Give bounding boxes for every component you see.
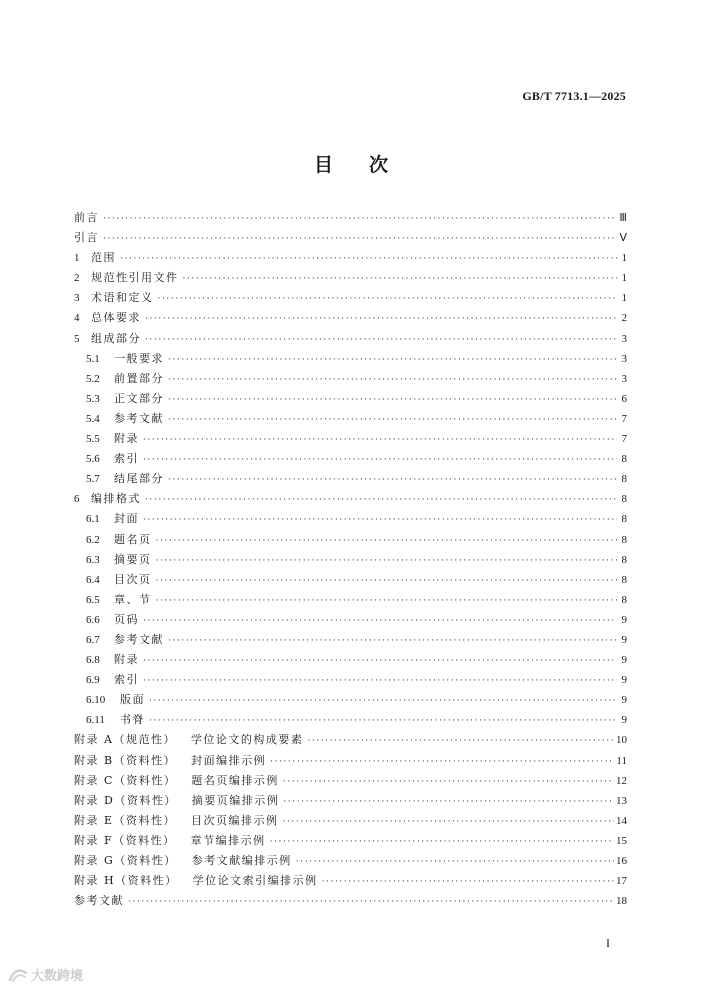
toc-entry[interactable]: [74, 369, 627, 389]
toc-entry-page: 15: [616, 834, 627, 847]
toc-dot-leader: [183, 268, 618, 288]
toc-dot-leader: [283, 791, 614, 811]
toc-entry-page: 1: [621, 272, 627, 285]
table-of-contents: [74, 208, 627, 911]
toc-entry[interactable]: [74, 751, 627, 771]
toc-entry-page: 7: [621, 433, 627, 446]
toc-entry-label: 附录 D（资料性） 摘要页编排示例: [74, 793, 280, 807]
toc-entry-label: 索引: [114, 452, 139, 466]
toc-entry-number: 5: [74, 332, 80, 345]
toc-entry-number: 6.4: [86, 573, 100, 586]
toc-entry[interactable]: [74, 610, 627, 630]
toc-dot-leader: [158, 288, 618, 308]
toc-entry-label: 附录: [114, 653, 139, 667]
toc-dot-leader: [143, 509, 617, 529]
toc-entry-label: 术语和定义: [91, 291, 154, 305]
toc-entry[interactable]: [74, 349, 627, 369]
toc-entry-page: 8: [621, 533, 627, 546]
toc-entry-page: 11: [616, 754, 627, 767]
toc-entry-page: 3: [621, 352, 627, 365]
toc-entry-label: 书脊: [120, 713, 145, 727]
toc-dot-leader: [120, 248, 617, 268]
toc-entry[interactable]: [74, 670, 627, 690]
toc-entry-label: 附录 G（资料性） 参考文献编排示例: [74, 854, 292, 867]
toc-entry-page: 9: [621, 714, 627, 727]
toc-dot-leader: [156, 550, 618, 570]
page-title: 目次: [313, 154, 424, 176]
toc-dot-leader: [168, 409, 617, 429]
toc-entry-page: 9: [621, 674, 627, 687]
toc-entry-number: 3: [74, 292, 80, 305]
toc-dot-leader: [145, 329, 617, 349]
toc-entry-label: 附录 E（资料性） 目次页编排示例: [74, 813, 279, 827]
toc-entry[interactable]: [74, 570, 627, 590]
toc-dot-leader: [168, 369, 617, 389]
toc-dot-leader: [143, 429, 617, 449]
toc-entry-number: 6.10: [86, 694, 106, 707]
toc-entry-label: 组成部分: [91, 331, 141, 345]
toc-entry-page: 1: [621, 252, 627, 265]
toc-entry-label: 附录 F（资料性） 章节编排示例: [74, 833, 266, 847]
toc-entry-number: 6.5: [86, 593, 100, 606]
toc-entry-label: 版面: [120, 693, 145, 707]
toc-entry-number: 6.8: [86, 654, 100, 667]
toc-entry[interactable]: [74, 730, 627, 750]
toc-entry-label: 总体要求: [91, 311, 141, 325]
toc-dot-leader: [168, 630, 617, 650]
toc-entry-label: 页码: [114, 612, 139, 626]
toc-entry-number: 1: [74, 252, 80, 265]
toc-entry-label: 范围: [91, 251, 116, 265]
toc-entry-page: Ⅴ: [619, 232, 627, 245]
toc-entry-label: 正文部分: [114, 391, 164, 405]
toc-entry[interactable]: [74, 489, 627, 509]
toc-entry[interactable]: [74, 268, 627, 288]
toc-entry-label: 附录: [114, 432, 139, 446]
toc-entry-label: 规范性引用文件: [91, 271, 179, 285]
toc-entry-number: 5.4: [86, 412, 100, 425]
toc-entry[interactable]: [74, 248, 627, 268]
toc-entry-page: 8: [621, 493, 627, 506]
toc-entry[interactable]: [74, 710, 627, 730]
toc-entry-page: 8: [621, 513, 627, 526]
toc-entry-label: 附录 H（资料性） 学位论文索引编排示例: [74, 874, 318, 888]
toc-entry[interactable]: [74, 871, 627, 891]
toc-dot-leader: [145, 489, 617, 509]
toc-entry-label: 题名页: [114, 532, 152, 546]
toc-entry-label: 附录 C（资料性） 题名页编排示例: [74, 773, 279, 787]
toc-dot-leader: [283, 771, 614, 791]
toc-entry[interactable]: [74, 811, 627, 831]
toc-dot-leader: [270, 751, 614, 771]
toc-entry-label: 附录 B（资料性） 封面编排示例: [74, 753, 267, 767]
toc-entry-page: 14: [616, 814, 627, 827]
toc-entry-number: 6: [74, 493, 80, 506]
toc-entry-page: 17: [616, 875, 627, 888]
toc-entry-page: 3: [621, 332, 627, 345]
toc-entry[interactable]: [74, 650, 627, 670]
watermark-text: 大数跨境: [31, 969, 84, 984]
toc-entry[interactable]: [74, 550, 627, 570]
toc-dot-leader: [322, 871, 614, 891]
toc-entry[interactable]: [74, 288, 627, 308]
toc-entry[interactable]: [74, 389, 627, 409]
toc-entry-label: 封面: [114, 512, 139, 526]
toc-entry-number: 6.7: [86, 633, 100, 646]
toc-entry-page: Ⅲ: [619, 212, 627, 224]
toc-dot-leader: [145, 308, 617, 328]
toc-entry-label: 索引: [114, 673, 139, 687]
watermark-logo-icon: [8, 967, 28, 983]
toc-entry-page: 8: [621, 593, 627, 606]
toc-dot-leader: [156, 530, 618, 550]
toc-entry-label: 附录 A（规范性） 学位论文的构成要素: [74, 733, 304, 747]
toc-dot-leader: [149, 690, 617, 710]
toc-dot-leader: [103, 208, 617, 228]
toc-entry-page: 13: [616, 794, 627, 807]
toc-dot-leader: [128, 891, 614, 911]
toc-entry-page: 8: [621, 573, 627, 586]
toc-entry-page: 8: [621, 553, 627, 566]
toc-entry-number: 6.3: [86, 553, 100, 566]
toc-entry-number: 2: [74, 272, 80, 285]
toc-entry[interactable]: [74, 851, 627, 871]
toc-entry-number: 5.2: [86, 372, 100, 385]
toc-entry-number: 4: [74, 312, 80, 325]
toc-entry-page: 9: [621, 633, 627, 646]
toc-dot-leader: [168, 349, 617, 369]
toc-dot-leader: [168, 389, 617, 409]
toc-entry-page: 6: [621, 392, 627, 405]
toc-entry-number: 6.11: [86, 714, 105, 727]
toc-entry-page: 2: [621, 312, 627, 325]
toc-entry-number: 5.3: [86, 392, 100, 405]
toc-entry-label: 参考文献: [74, 894, 124, 908]
toc-entry[interactable]: [74, 630, 627, 650]
toc-entry-number: 5.5: [86, 433, 100, 446]
standard-number: GB/T 7713.1—2025: [522, 89, 626, 103]
toc-entry-label: 结尾部分: [114, 472, 164, 486]
toc-entry[interactable]: [74, 831, 627, 851]
toc-entry-page: 10: [616, 734, 627, 747]
toc-entry[interactable]: [74, 329, 627, 349]
toc-entry[interactable]: [74, 891, 627, 911]
toc-entry-page: 1: [621, 292, 627, 305]
toc-dot-leader: [270, 831, 614, 851]
toc-entry[interactable]: [74, 509, 627, 529]
toc-entry[interactable]: [74, 308, 627, 328]
toc-entry-number: 6.9: [86, 674, 100, 687]
toc-entry-number: 6.6: [86, 613, 100, 626]
toc-entry[interactable]: [74, 409, 627, 429]
page-number: I: [606, 936, 610, 950]
toc-entry-label: 引言: [74, 231, 99, 245]
toc-dot-leader: [103, 228, 617, 248]
toc-entry-page: 16: [616, 855, 627, 867]
toc-entry-page: 8: [621, 453, 627, 466]
toc-entry-label: 参考文献: [114, 411, 164, 425]
toc-entry[interactable]: [74, 690, 627, 710]
toc-entry-page: 12: [616, 774, 627, 787]
toc-entry-number: 5.6: [86, 453, 100, 466]
toc-entry[interactable]: [74, 771, 627, 791]
toc-entry[interactable]: [74, 469, 627, 489]
toc-entry-label: 参考文献: [114, 632, 164, 646]
toc-entry[interactable]: [74, 530, 627, 550]
toc-entry[interactable]: [74, 449, 627, 469]
toc-entry-label: 目次页: [114, 572, 152, 586]
toc-entry-number: 5.1: [86, 352, 100, 365]
toc-entry-label: 编排格式: [91, 492, 141, 506]
toc-entry-number: 6.2: [86, 533, 100, 546]
toc-entry[interactable]: [74, 590, 627, 610]
toc-dot-leader: [296, 851, 614, 871]
toc-dot-leader: [143, 449, 617, 469]
toc-entry-label: 前言: [74, 211, 99, 224]
toc-entry[interactable]: [74, 208, 627, 228]
toc-entry-page: 9: [621, 613, 627, 626]
toc-entry-label: 一般要求: [114, 351, 164, 365]
toc-entry-page: 18: [616, 895, 627, 908]
toc-entry-label: 章、节: [114, 592, 152, 606]
watermark: [8, 965, 83, 984]
toc-dot-leader: [143, 610, 617, 630]
toc-entry-number: 6.1: [86, 513, 100, 526]
toc-dot-leader: [168, 469, 617, 489]
toc-dot-leader: [143, 670, 617, 690]
toc-entry[interactable]: [74, 791, 627, 811]
toc-entry-page: 3: [621, 372, 627, 385]
toc-entry-number: 5.7: [86, 473, 100, 486]
toc-entry[interactable]: [74, 228, 627, 248]
toc-entry-page: 7: [621, 412, 627, 425]
toc-entry-page: 8: [621, 473, 627, 486]
toc-dot-leader: [149, 710, 617, 730]
toc-dot-leader: [156, 590, 618, 610]
toc-dot-leader: [143, 650, 617, 670]
toc-dot-leader: [307, 730, 614, 750]
toc-dot-leader: [283, 811, 614, 831]
toc-entry-label: 摘要页: [114, 552, 152, 566]
toc-entry[interactable]: [74, 429, 627, 449]
toc-entry-page: 9: [621, 694, 627, 707]
toc-entry-label: 前置部分: [114, 371, 164, 385]
toc-dot-leader: [156, 570, 618, 590]
toc-entry-page: 9: [621, 654, 627, 667]
